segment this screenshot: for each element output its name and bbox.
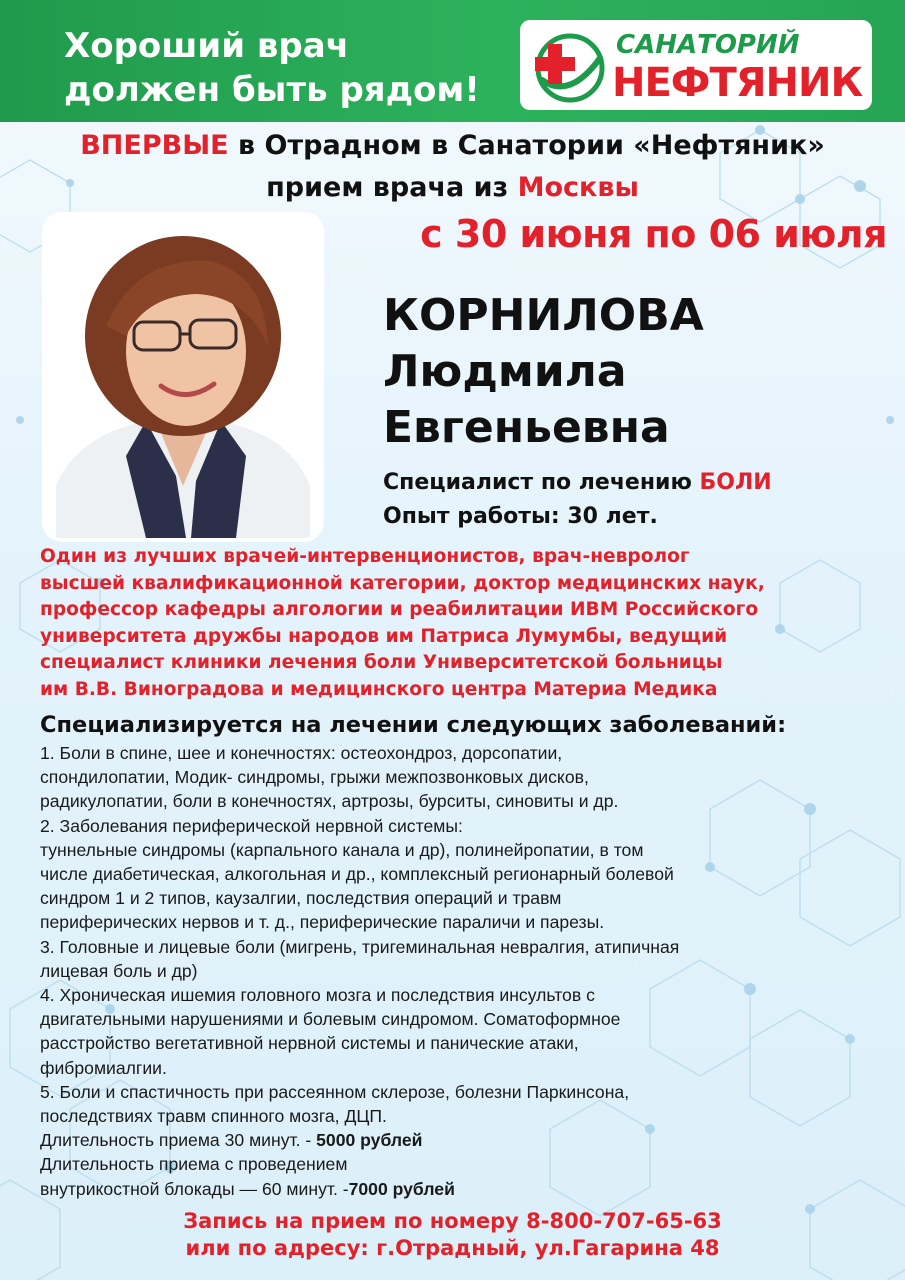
headline-first-rest: в Отрадном в Санатории «Нефтяник» [228, 130, 825, 161]
price-2-text: внутрикостной блокады — 60 минут. - [40, 1178, 349, 1199]
slogan-line-1: Хороший врач [64, 26, 349, 66]
price-line-2a: Длительность приема с проведением [40, 1154, 348, 1175]
address-line: или по адресу: г.Отрадный, ул.Гагарина 48 [185, 1236, 720, 1260]
price-1-text: Длительность приема 30 минут. - [40, 1130, 317, 1151]
specialty-highlight: БОЛИ [699, 470, 772, 495]
doctor-patronymic: Евгеньевна [383, 402, 670, 453]
slogan-line-2: должен быть рядом! [64, 70, 480, 110]
appointment-dates: с 30 июня по 06 июля [420, 212, 887, 256]
headline-city: Москвы [517, 172, 639, 203]
sanatorium-logo [520, 20, 872, 110]
bio-line: высшей квалификационной категории, доктор медицинских наук, [40, 572, 765, 594]
headline-line-1 [0, 130, 905, 161]
specializations-list [40, 741, 870, 1201]
doctor-surname: КОРНИЛОВА [383, 290, 704, 341]
doctor-specialty-block [383, 466, 772, 534]
doctor-full-name [383, 288, 704, 456]
list-item: 2. Заболевания периферической нервной системы: туннельные синдромы (карпального канала и др), полинейропатии, в том числе диабетическая, алкогольная и др., комплексный регионарный болевой синдром 1 и 2 типов, каузалгии, последствия операций и травм периферических нервов и т. д., периферические параличи и парезы. [40, 815, 674, 933]
medical-cross-logo-icon [530, 28, 606, 104]
list-item: 1. Боли в спине, шее и конечностях: остеохондроз, дорсопатии, спондилопатии, Модик- синдромы, грыжи межпозвонковых дисков, радикулопатии, боли в конечностях, артрозы, бурситы, синовиты и др. [40, 743, 619, 812]
list-item: 5. Боли и спастичность при рассеянном склерозе, болезни Паркинсона, последствиях травм спинного мозга, ДЦП. [40, 1081, 630, 1127]
doctor-specialty [383, 466, 772, 500]
contact-footer [0, 1208, 905, 1262]
headline-first-highlight: ВПЕРВЫЕ [80, 130, 229, 161]
specializations-heading: Специализируется на лечении следующих заболеваний: [40, 712, 787, 738]
price-line-2b [40, 1177, 870, 1201]
list-item: 3. Головные и лицевые боли (мигрень, тригеминальная невралгия, атипичная лицевая боль и др) [40, 936, 680, 981]
slogan [64, 24, 504, 112]
doctor-first-name: Людмила [383, 346, 627, 397]
doctor-portrait-illustration [46, 216, 320, 538]
doctor-photo [46, 216, 320, 538]
bio-line: им В.В. Виноградова и медицинского центра Материа Медика [40, 678, 718, 700]
doctor-bio [40, 544, 880, 703]
doctor-experience: Опыт работы: 30 лет. [383, 504, 658, 529]
bio-line: профессор кафедры алгологии и реабилитации ИВМ Российского [40, 599, 759, 620]
bio-line: специалист клиники лечения боли Университетской больницы [40, 652, 723, 673]
price-2-value: 7000 рублей [348, 1178, 455, 1199]
logo-text-big: НЕФТЯНИК [612, 60, 863, 106]
phone-line: Запись на прием по номеру 8-800-707-65-63 [183, 1209, 722, 1233]
specialty-prefix: Специалист по лечению [383, 470, 700, 495]
price-line-1 [40, 1128, 870, 1152]
logo-text-small: САНАТОРИЙ [616, 30, 800, 60]
list-item: 4. Хроническая ишемия головного мозга и последствия инсультов с двигательными нарушениями и болевым синдромом. Соматоформное расстройство вегетативной нервной системы и панические атаки, фибромиалгии. [40, 985, 621, 1078]
headline-line-2 [0, 172, 905, 203]
header-banner [0, 0, 905, 122]
bio-line: университета дружбы народов им Патриса Лумумбы, ведущий [40, 625, 728, 647]
headline-second-prefix: прием врача из [266, 172, 518, 203]
bio-line: Один из лучших врачей-интервенционистов, врач-невролог [40, 546, 690, 567]
price-1-value: 5000 рублей [316, 1130, 423, 1151]
